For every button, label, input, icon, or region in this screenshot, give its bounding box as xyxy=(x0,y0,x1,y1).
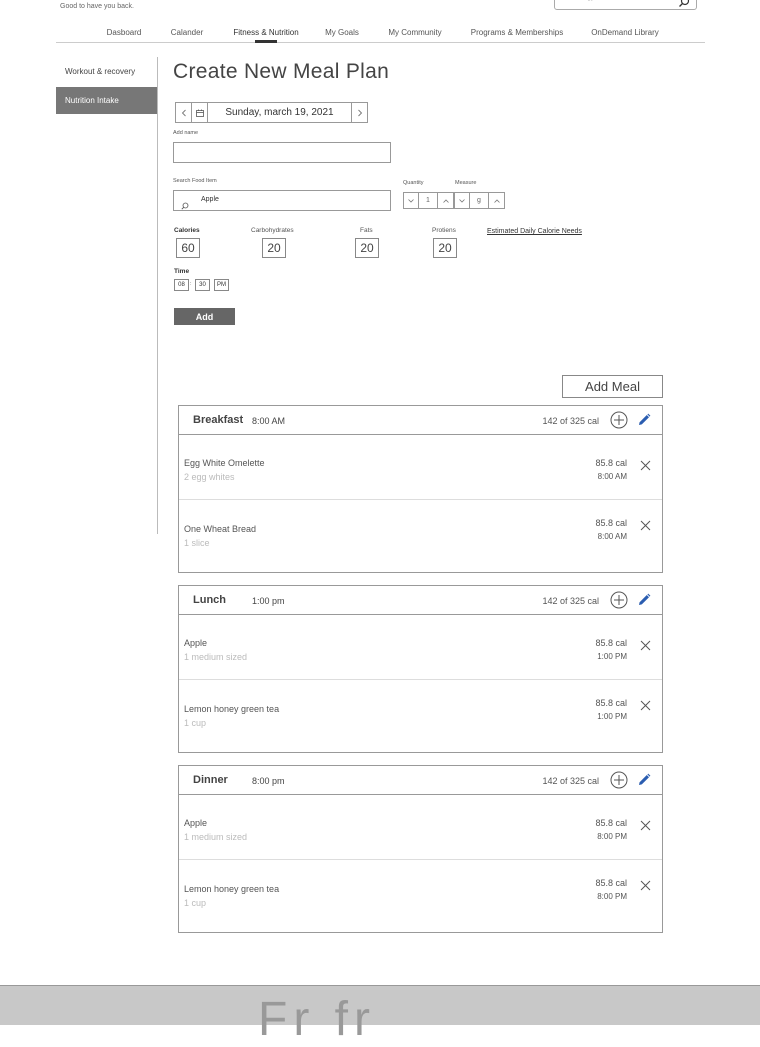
greeting-text: Good to have you back. xyxy=(60,3,134,10)
add-item-plus-icon[interactable] xyxy=(610,771,628,794)
meal-name-input[interactable] xyxy=(173,142,391,163)
measure-increase-button[interactable] xyxy=(489,193,504,208)
nav-item-programs-memberships[interactable]: Programs & Memberships xyxy=(470,28,564,37)
food-item-calories: 85.8 cal xyxy=(595,818,627,828)
close-icon[interactable] xyxy=(640,458,651,476)
footer xyxy=(0,985,760,1046)
food-item-time: 8:00 AM xyxy=(597,472,627,481)
chevron-down-icon xyxy=(459,199,465,203)
food-item-time: 8:00 AM xyxy=(597,532,627,541)
close-icon[interactable] xyxy=(640,818,651,836)
food-item-calories: 85.8 cal xyxy=(595,698,627,708)
add-name-label: Add name xyxy=(173,130,199,136)
footer-logo: Fr fr xyxy=(258,993,376,1046)
proteins-label: Protiens xyxy=(432,227,456,234)
prev-date-button[interactable] xyxy=(176,103,192,122)
food-item-calories: 85.8 cal xyxy=(595,638,627,648)
time-ampm-select[interactable]: PM xyxy=(214,279,229,291)
measure-label: Measure xyxy=(455,180,477,186)
chevron-left-icon xyxy=(181,109,187,117)
food-item-calories: 85.8 cal xyxy=(595,458,627,468)
meal-calories: 142 of 325 cal xyxy=(542,596,599,606)
list-item xyxy=(179,860,662,932)
time-separator: : xyxy=(190,281,192,287)
close-icon[interactable] xyxy=(640,518,651,536)
search-icon xyxy=(181,197,189,215)
close-icon[interactable] xyxy=(640,878,651,896)
date-picker xyxy=(175,102,368,123)
meal-card-lunch xyxy=(178,585,663,753)
next-date-button[interactable] xyxy=(351,103,367,122)
nav-active-indicator xyxy=(255,40,277,43)
food-item-quantity: 1 slice xyxy=(184,538,210,548)
food-item-time: 8:00 PM xyxy=(597,832,627,841)
quantity-value[interactable]: 1 xyxy=(419,193,438,208)
calendar-button[interactable] xyxy=(192,103,208,122)
meal-card-breakfast xyxy=(178,405,663,573)
list-item xyxy=(179,500,662,572)
list-item xyxy=(179,435,662,500)
add-meal-button[interactable]: Add Meal xyxy=(562,375,663,398)
meal-name: Dinner xyxy=(193,774,228,786)
estimated-calorie-needs-link[interactable]: Estimated Daily Calorie Needs xyxy=(487,228,582,235)
chevron-down-icon xyxy=(408,199,414,203)
time-hour-input[interactable]: 08 xyxy=(174,279,189,291)
close-icon[interactable] xyxy=(640,638,651,656)
quantity-increase-button[interactable] xyxy=(438,193,453,208)
meal-name: Breakfast xyxy=(193,414,244,426)
food-item-time: 1:00 PM xyxy=(597,712,627,721)
calendar-icon xyxy=(196,109,204,117)
edit-pencil-icon[interactable] xyxy=(637,593,651,612)
page-title: Create New Meal Plan xyxy=(173,60,390,83)
food-search-input[interactable] xyxy=(173,190,391,211)
chevron-up-icon xyxy=(443,199,449,203)
food-item-name: Apple xyxy=(184,818,208,828)
food-item-name: Lemon honey green tea xyxy=(184,704,280,714)
list-item xyxy=(179,795,662,860)
meal-time: 1:00 pm xyxy=(252,596,285,606)
meal-name: Lunch xyxy=(193,594,226,606)
meal-card-dinner xyxy=(178,765,663,933)
list-item xyxy=(179,680,662,752)
nav-item-my-community[interactable]: My Community xyxy=(388,28,442,37)
food-item-name: Lemon honey green tea xyxy=(184,884,280,894)
nav-item-fitness-nutrition[interactable]: Fitness & Nutrition xyxy=(233,28,299,37)
proteins-value[interactable]: 20 xyxy=(433,238,457,258)
meal-calories: 142 of 325 cal xyxy=(542,416,599,426)
edit-pencil-icon[interactable] xyxy=(637,773,651,792)
food-item-quantity: 1 medium sized xyxy=(184,832,248,842)
sidebar-item-nutrition-intake[interactable]: Nutrition Intake xyxy=(56,87,157,114)
food-item-quantity: 2 egg whites xyxy=(184,472,235,482)
selected-date[interactable]: Sunday, march 19, 2021 xyxy=(225,107,334,118)
meal-time: 8:00 AM xyxy=(252,416,286,426)
quantity-label: Quantity xyxy=(403,180,424,186)
food-item-calories: 85.8 cal xyxy=(595,518,627,528)
fats-label: Fats xyxy=(360,227,373,234)
quantity-decrease-button[interactable] xyxy=(404,193,419,208)
sidebar-divider xyxy=(157,57,158,534)
food-item-name: Egg White Omelette xyxy=(184,458,265,468)
carbohydrates-value[interactable]: 20 xyxy=(262,238,286,258)
sidebar-item-workout-recovery[interactable]: Workout & recovery xyxy=(65,67,136,76)
main-nav xyxy=(56,0,705,43)
close-icon[interactable] xyxy=(640,698,651,716)
food-item-time: 1:00 PM xyxy=(597,652,627,661)
calories-label: Calories xyxy=(174,227,200,234)
nav-item-my-goals[interactable]: My Goals xyxy=(325,28,359,37)
measure-stepper[interactable] xyxy=(454,192,505,209)
list-item xyxy=(179,615,662,680)
meal-time: 8:00 pm xyxy=(252,776,285,786)
time-minute-input[interactable]: 30 xyxy=(195,279,210,291)
add-food-button[interactable]: Add xyxy=(174,308,235,325)
meal-header xyxy=(179,766,662,795)
chevron-right-icon xyxy=(357,109,363,117)
food-item-time: 8:00 PM xyxy=(597,892,627,901)
add-item-plus-icon[interactable] xyxy=(610,411,628,434)
edit-pencil-icon[interactable] xyxy=(637,413,651,432)
food-item-quantity: 1 cup xyxy=(184,718,207,728)
meal-header xyxy=(179,586,662,615)
food-item-quantity: 1 cup xyxy=(184,898,207,908)
measure-value[interactable]: g xyxy=(470,193,489,208)
fats-value[interactable]: 20 xyxy=(355,238,379,258)
meal-header xyxy=(179,406,662,435)
food-item-calories: 85.8 cal xyxy=(595,878,627,888)
calories-value[interactable]: 60 xyxy=(176,238,200,258)
chevron-up-icon xyxy=(494,199,500,203)
search-food-label: Search Food Item xyxy=(173,178,217,184)
nav-item-calendar[interactable]: Calander xyxy=(170,28,204,37)
food-item-name: Apple xyxy=(184,638,208,648)
add-item-plus-icon[interactable] xyxy=(610,591,628,614)
measure-decrease-button[interactable] xyxy=(455,193,470,208)
food-item-name: One Wheat Bread xyxy=(184,524,257,534)
food-item-quantity: 1 medium sized xyxy=(184,652,248,662)
nav-item-ondemand-library[interactable]: OnDemand Library xyxy=(591,28,659,37)
time-label: Time xyxy=(174,268,190,275)
meal-calories: 142 of 325 cal xyxy=(542,776,599,786)
carbohydrates-label: Carbohydrates xyxy=(251,227,294,234)
quantity-stepper[interactable] xyxy=(403,192,454,209)
food-search-value: Apple xyxy=(201,196,219,203)
nav-item-dashboard[interactable]: Dasboard xyxy=(106,28,142,37)
